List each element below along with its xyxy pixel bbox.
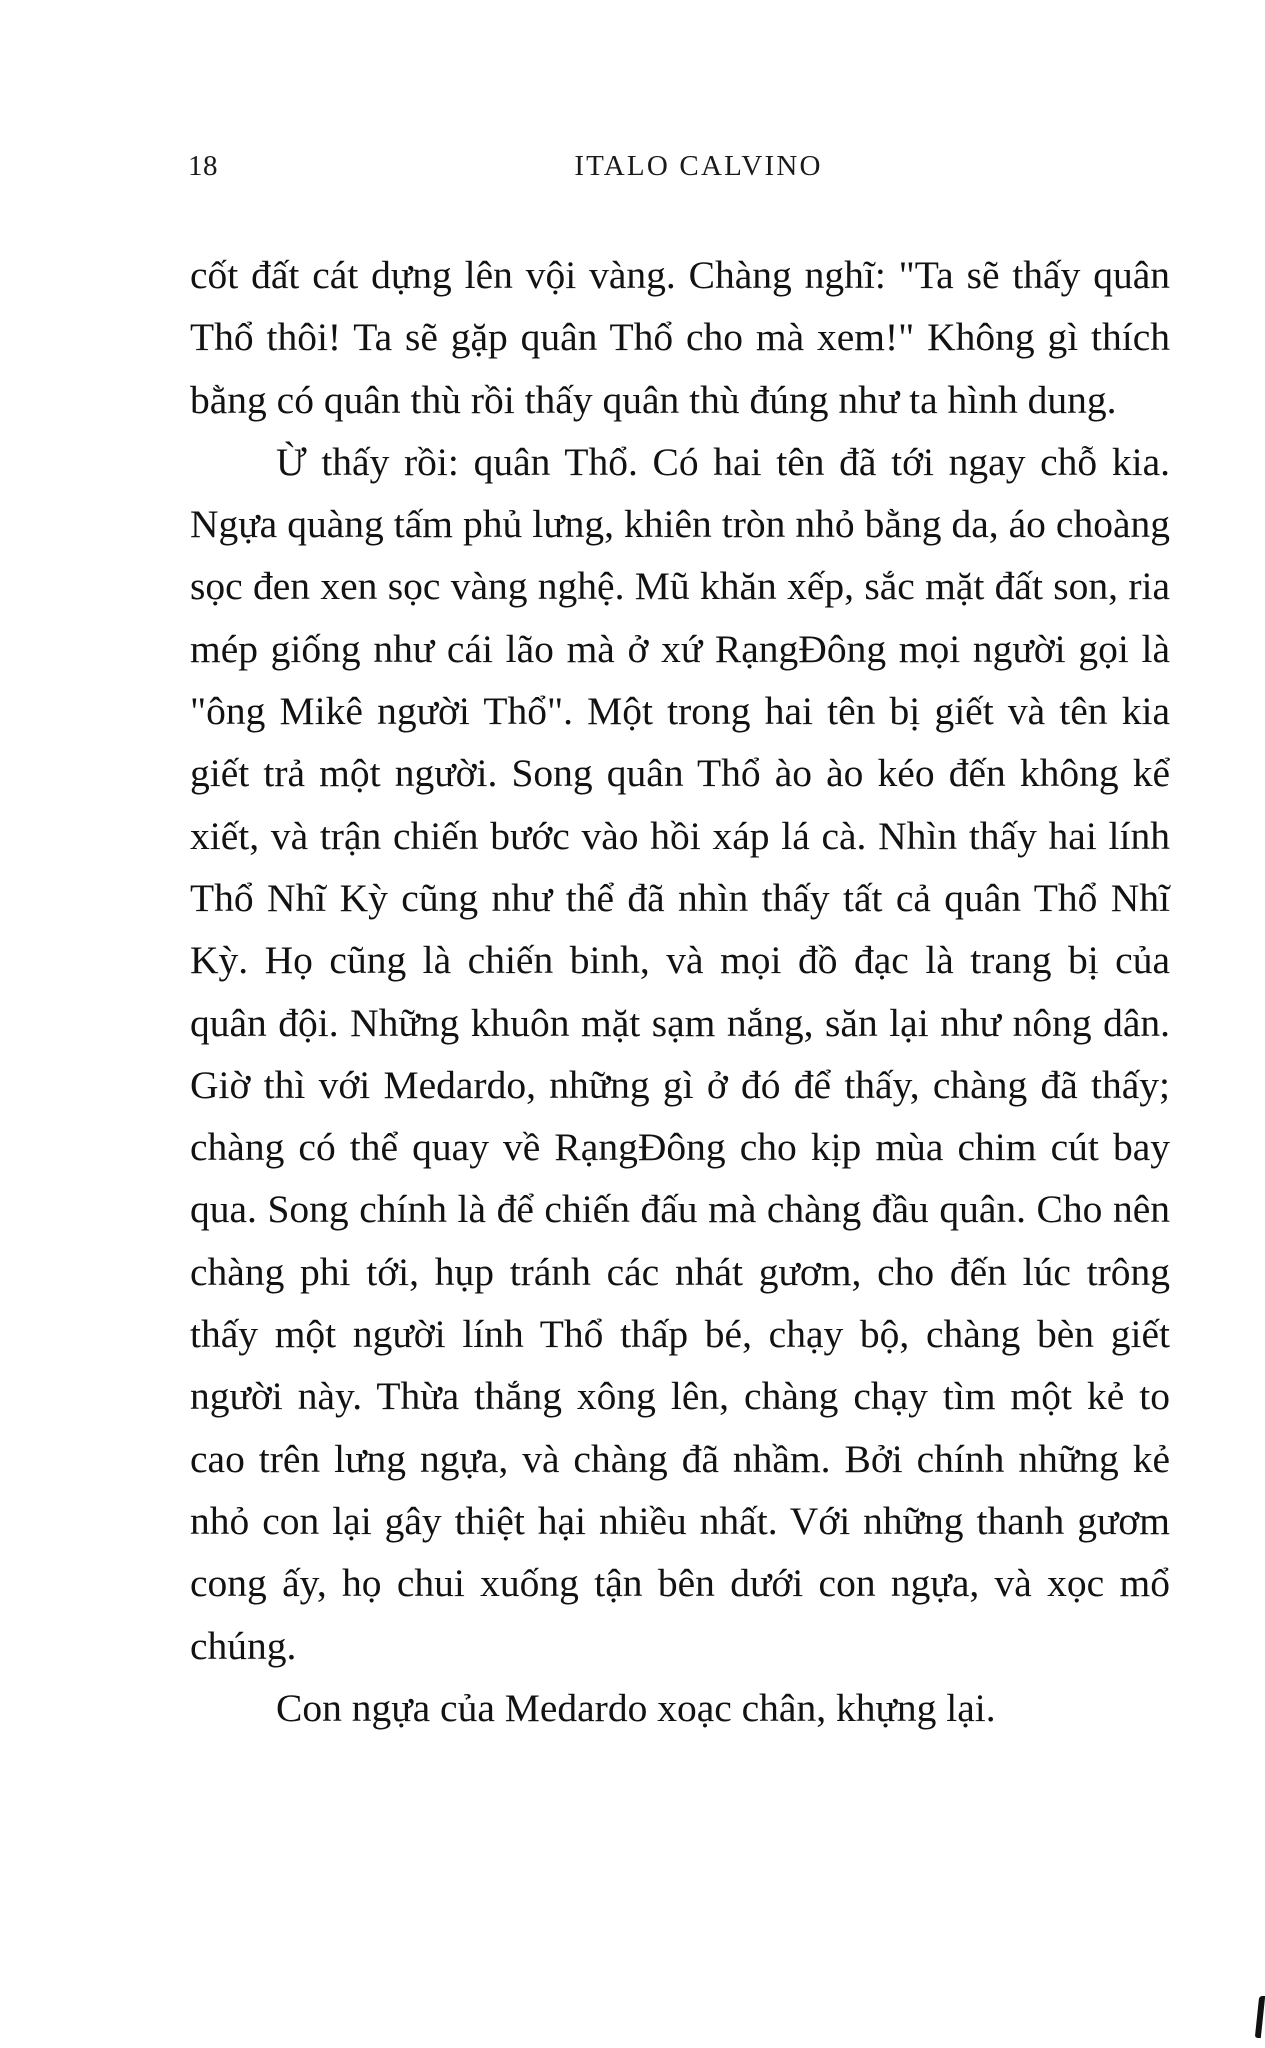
paragraph-1: cốt đất cát dựng lên vội vàng. Chàng nghĩ: "Ta sẽ thấy quân Thổ thôi! Ta sẽ gặp quân Thổ cho mà xem!" Không gì thích bằng có quân thù rồi thấy quân thù đúng như ta hình dung.	[190, 253, 1170, 422]
page-edge-mark	[1255, 1996, 1265, 2038]
running-title: ITALO CALVINO	[574, 150, 823, 182]
page-number: 18	[188, 150, 218, 182]
running-head	[188, 150, 1173, 190]
body-text	[190, 244, 1170, 1739]
paragraph-2: Ừ thấy rồi: quân Thổ. Có hai tên đã tới ngay chỗ kia. Ngựa quàng tấm phủ lưng, khiên tròn nhỏ bằng da, áo choàng sọc đen xen sọc vàng nghệ. Mũ khăn xếp, sắc mặt đất son, ria mép giống như cái lão mà ở xứ RạngĐông mọi người gọi là "ông Mikê người Thổ". Một trong hai tên bị giết và tên kia giết trả một người. Song quân Thổ ào ào kéo đến không kể xiết, và trận chiến bước vào hồi xáp lá cà. Nhìn thấy hai lính Thổ Nhĩ Kỳ cũng như thể đã nhìn thấy tất cả quân Thổ Nhĩ Kỳ. Họ cũng là chiến binh, và mọi đồ đạc là trang bị của quân đội. Những khuôn mặt sạm nắng, săn lại như nông dân. Giờ thì với Medardo, những gì ở đó để thấy, chàng đã thấy; chàng có thể quay về RạngĐông cho kịp mùa chim cút bay qua. Song chính là để chiến đấu mà chàng đầu quân. Cho nên chàng phi tới, hụp tránh các nhát gươm, cho đến lúc trông thấy một người lính Thổ thấp bé, chạy bộ, chàng bèn giết người này. Thừa thắng xông lên, chàng chạy tìm một kẻ to cao trên lưng ngựa, và chàng đã nhầm. Bởi chính những kẻ nhỏ con lại gây thiệt hại nhiều nhất. Với những thanh gươm cong ấy, họ chui xuống tận bên dưới con ngựa, và xọc mổ chúng.	[190, 439, 1170, 1668]
paragraph-3: Con ngựa của Medardo xoạc chân, khựng lại.	[276, 1685, 996, 1730]
